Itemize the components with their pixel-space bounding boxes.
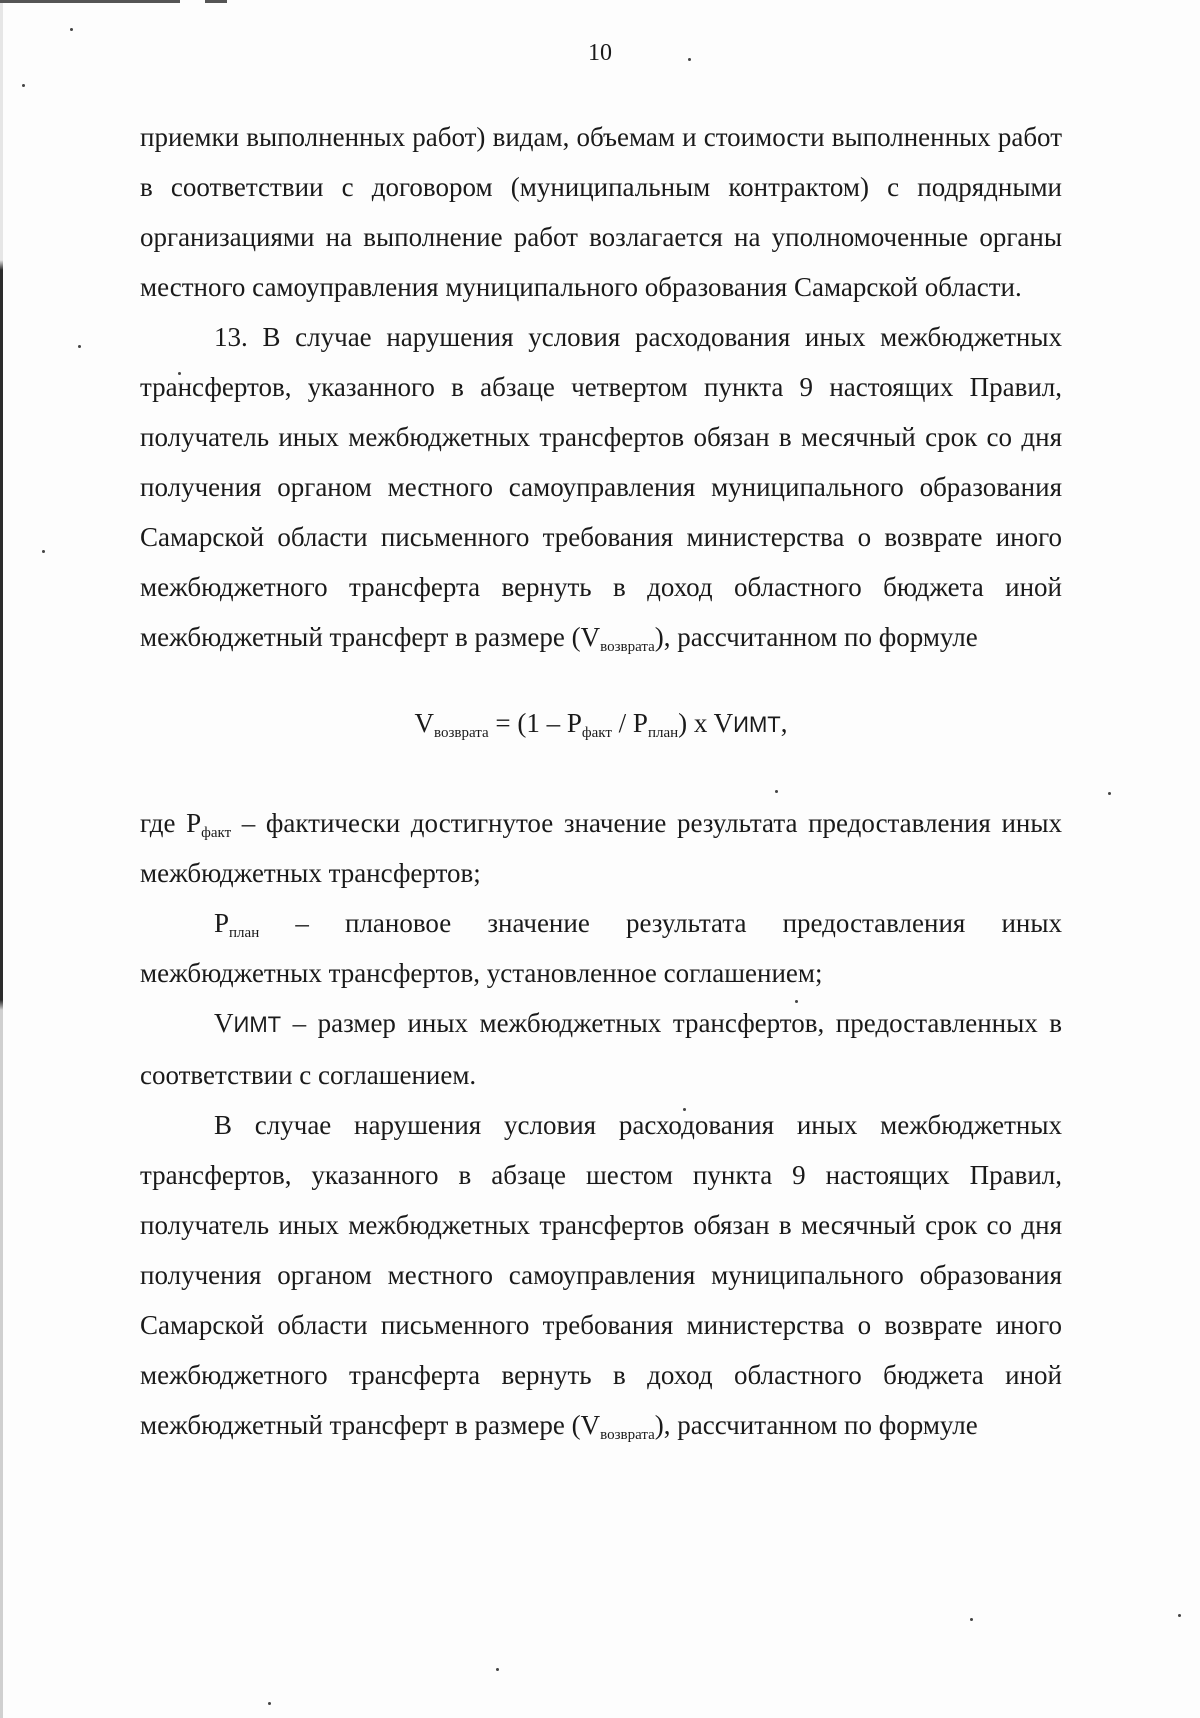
scan-top-mark [205,0,227,3]
subscript-vozvrata: возврата [600,1427,655,1443]
formula-v: V [414,708,434,738]
scan-speck [1108,792,1111,795]
scan-speck [1178,1614,1181,1617]
definition-text: – размер иных межбюджетных трансфертов, предоставленных в соответствии с соглашением. [140,1008,1062,1090]
definition-text: – плановое значение результата предоставления иных межбюджетных трансфертов, установленное соглашением; [140,908,1062,988]
formula-p-fact-sub: факт [581,725,612,741]
subscript-vozvrata: возврата [600,639,655,655]
scan-speck [70,28,73,31]
formula-p-plan-sub: план [647,725,679,741]
formula-imt: ИМТ [733,712,781,737]
scan-speck [970,1618,973,1621]
scan-speck [496,1668,499,1671]
definition-prefix: V [214,1008,234,1038]
formula-part: ) x V [678,708,734,738]
paragraph-13-tail: ), рассчитанном по формуле [654,622,978,652]
definition-prefix: P [214,908,230,938]
formula-part: / P [611,708,648,738]
paragraph-continuation: приемки выполненных работ) видам, объемам и стоимости выполненных работ в соответствии с договором (муниципальным контрактом) с подрядными организациями на выполнение работ возлагается на уполномоченные органы местного самоуправления муниципального образования Самарской области. [140,122,1062,302]
definition-sub: факт [201,825,232,841]
paragraph-abzac-6-tail: ), рассчитанном по формуле [654,1410,978,1440]
formula [140,698,1062,750]
scan-speck [268,1702,271,1705]
definition-v-imt [140,998,1062,1100]
definition-text: – фактически достигнутое значение результата предоставления иных межбюджетных трансфертов; [140,808,1063,888]
formula-part: = (1 – P [488,708,582,738]
scan-speck [78,345,81,348]
paragraph-abzac-6-text: В случае нарушения условия расходования иных межбюджетных трансфертов, указанного в абзаце шестом пункта 9 настоящих Правил, получатель иных межбюджетных трансфертов обязан в месячный срок со дня получения органом местного самоуправления муниципального образования Самарской области письменного требования министерства о возврате иного межбюджетного трансферта вернуть в доход областного бюджета иной межбюджетный трансферт в размере (V [140,1110,1062,1440]
document-body [140,112,1062,1450]
paragraph-abzac-6 [140,1100,1062,1450]
formula-end: , [780,708,788,738]
scan-speck [42,550,45,553]
paragraph-13-text: 13. В случае нарушения условия расходования иных межбюджетных трансфертов, указанного в абзаце четвертом пункта 9 настоящих Правил, получатель иных межбюджетных трансфертов обязан в месячный срок со дня получения органом местного самоуправления муниципального образования Самарской области письменного требования министерства о возврате иного межбюджетного трансферта вернуть в доход областного бюджета иной межбюджетный трансферт в размере (V [140,322,1062,652]
definition-sub: план [229,925,260,941]
scan-edge [0,0,3,1718]
paragraph-13 [140,312,1062,662]
definition-p-fact [140,798,1062,898]
definition-imt: ИМТ [233,1012,282,1037]
formula-v-sub: возврата [434,725,489,741]
scan-speck [22,84,25,87]
definition-prefix: где P [140,808,202,838]
page-number: 10 [588,40,612,66]
definition-p-plan [140,898,1062,998]
scan-top-mark [0,0,180,3]
